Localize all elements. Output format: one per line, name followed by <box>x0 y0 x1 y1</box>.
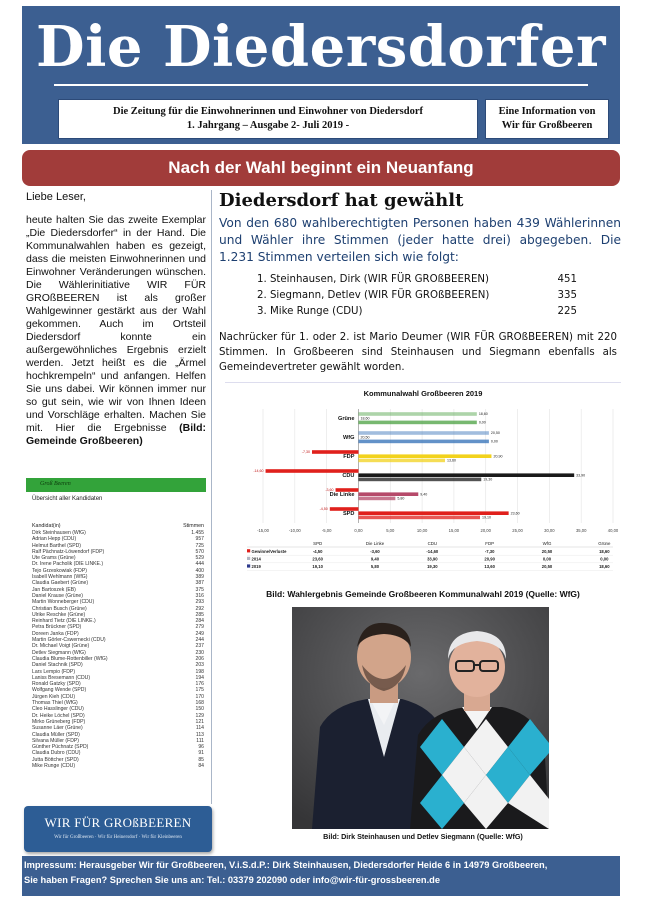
candidate-votes: 725 <box>195 542 204 549</box>
result-label: 2. Siegmann, Detlev (WIR FÜR GROßBEEREN) <box>257 290 490 301</box>
table-cell: 18,60 <box>599 549 610 554</box>
table-cell: -4,50 <box>312 549 323 554</box>
category-label: SPD <box>342 511 355 517</box>
candidate-name: Adrian Hepp (CDU) <box>32 536 77 543</box>
candidate-votes: 96 <box>198 744 204 751</box>
info-line-2: Wir für Großbeeren <box>501 120 593 131</box>
bar-2019 <box>358 516 480 520</box>
candidate-votes: 194 <box>195 674 204 681</box>
table-cell: 19,10 <box>312 564 323 570</box>
candidate-votes: 387 <box>195 580 204 587</box>
bar-value-label: -3,60 <box>325 488 334 493</box>
imprint-line-2: Sie haben Fragen? Sprechen Sie uns an: Tel.: 03379 202090 oder info@wir-für-grossbeeren.de <box>24 875 441 885</box>
candidate-table-header <box>32 522 204 530</box>
candidate-votes: 1.455 <box>191 530 204 536</box>
candidate-votes: 292 <box>195 605 204 612</box>
bar-value-label: 0,00 <box>478 420 486 425</box>
candidate-name: Claudia Dubro (CDU) <box>32 750 81 757</box>
bar-2014 <box>358 454 491 458</box>
bar-2019 <box>358 478 481 482</box>
x-tick-label: 0,00 <box>354 528 363 533</box>
chart-svg <box>225 383 621 585</box>
candidate-votes: 121 <box>195 718 204 725</box>
bar-gewinne-verluste <box>330 507 359 511</box>
result-row <box>257 288 577 304</box>
headline-banner <box>22 150 620 186</box>
subtitle-line-2: 1. Jahrgang – Ausgabe 2- Juli 2019 - <box>186 120 350 131</box>
candidate-overview <box>26 478 206 798</box>
candidate-name: Reinhard Tietz (DIE LINKE.) <box>32 618 96 625</box>
candidate-name: Silvana Müller (FDP) <box>32 737 79 744</box>
result-votes: 335 <box>557 290 577 301</box>
candidate-name: Dr. Irene Pacholik (DIE LINKE.) <box>32 561 104 568</box>
bar-2019 <box>358 440 488 444</box>
table-cell: 13,60 <box>484 564 495 570</box>
candidate-votes: 249 <box>195 630 204 637</box>
candidate-votes: 170 <box>195 693 204 700</box>
candidate-votes: 279 <box>195 624 204 631</box>
table-row-label: 2019 <box>251 564 261 570</box>
x-tick-label: 40,00 <box>607 528 619 533</box>
candidate-votes: 129 <box>195 712 204 719</box>
bar-value-label: 19,30 <box>483 477 493 482</box>
candidate-name: Claudia Blume-Rottenbiller (WfG) <box>32 655 108 662</box>
category-label: Die Linke <box>329 492 355 498</box>
candidate-name: Detlev Siegmann (WfG) <box>32 649 86 656</box>
bar-value-label: 20,50 <box>360 435 370 440</box>
candidate-votes: 389 <box>195 574 204 581</box>
x-tick-label: 5,00 <box>386 528 395 533</box>
municipality-logo: Groß Beeren <box>40 481 71 487</box>
candidates-photo <box>292 607 549 829</box>
candidate-votes: 111 <box>196 737 204 744</box>
table-column-header: CDU <box>427 541 438 546</box>
candidate-name: Ralf Pächnatz-Löwendorf (FDP) <box>32 548 105 555</box>
bar-value-label: 18,60 <box>360 416 370 421</box>
candidate-name: Daniel Stachnik (SPD) <box>32 662 83 669</box>
bar-gewinne-verluste <box>312 450 358 454</box>
candidate-votes: 113 <box>195 731 204 738</box>
greeting: Liebe Leser, <box>26 191 86 203</box>
bar-value-label: 19,10 <box>482 515 491 520</box>
candidate-votes: 91 <box>198 750 204 757</box>
bar-value-label: 33,90 <box>576 473 586 478</box>
bar-gewinne-verluste <box>336 488 359 492</box>
article-nachruecker: Nachrücker für 1. oder 2. ist Mario Deumer (WIR FÜR GROßBEEREN) mit 220 Stimmen. In Großbeeren sind Steinhausen und Siegmann ebenfalls als Gemeindevertreter gewählt worden. <box>219 332 617 373</box>
table-cell: 9,40 <box>370 556 380 562</box>
imprint-line-1: Impressum: Herausgeber Wir für Großbeeren, V.i.S.d.P.: Dirk Steinhausen, Diedersdorfer Heide 6 in 14979 Großbeeren, <box>24 860 548 870</box>
title-rule <box>54 84 588 86</box>
chart-title: Kommunalwahl Großbeeren 2019 <box>363 389 483 398</box>
candidate-votes: 203 <box>195 662 204 669</box>
x-tick-label: -15,00 <box>257 528 269 533</box>
result-votes: 451 <box>557 274 577 285</box>
masthead <box>22 6 620 144</box>
result-label: 3. Mike Runge (CDU) <box>257 306 363 317</box>
candidate-table <box>32 522 204 769</box>
table-cell: -14,60 <box>426 549 439 554</box>
photo-caption: Bild: Dirk Steinhausen und Detlev Siegmann (Quelle: WfG) <box>323 832 523 841</box>
table-cell: 23,60 <box>312 556 323 562</box>
bar-value-label: -7,30 <box>301 450 310 455</box>
wfg-logo <box>24 806 212 852</box>
x-tick-label: -10,00 <box>288 528 301 533</box>
x-tick-label: 30,00 <box>544 528 555 533</box>
bar-2014 <box>358 511 508 515</box>
bar-value-label: 23,60 <box>510 511 520 516</box>
legend-swatch <box>247 564 250 567</box>
table-cell: -7,30 <box>484 549 495 554</box>
category-label: Grüne <box>337 416 355 422</box>
candidate-name: Doreen Janka (FDP) <box>32 630 79 637</box>
bar-value-label: 18,60 <box>478 412 488 417</box>
candidate-name: Tejo Grzeskowiak (FDP) <box>32 567 87 574</box>
bar-2019 <box>358 497 395 501</box>
candidate-name: Christian Busch (Grüne) <box>32 605 87 612</box>
column-header-name: Kandidat(in) <box>32 523 61 529</box>
candidate-name: Susanne Läer (Grüne) <box>32 725 83 732</box>
candidate-name: Dirk Steinhausen (WfG) <box>32 530 86 536</box>
category-label: FDP <box>343 454 355 460</box>
candidate-votes: 444 <box>195 561 204 568</box>
letter-column <box>26 190 206 448</box>
candidate-name: Wolfgang Wende (SPD) <box>32 687 87 694</box>
candidate-name: Jan Bartoszek (EB) <box>32 586 76 593</box>
result-row <box>257 272 577 288</box>
table-cell: 0,00 <box>542 556 552 562</box>
candidate-votes: 400 <box>195 567 204 574</box>
candidate-votes: 85 <box>198 756 204 763</box>
candidate-votes: 237 <box>195 643 204 650</box>
candidate-name: Martin Wonneberger (CDU) <box>32 599 95 606</box>
bar-gewinne-verluste <box>266 469 359 473</box>
bar-value-label: 0,00 <box>490 439 498 444</box>
x-tick-label: -5,00 <box>321 528 332 533</box>
candidate-name: Daniel Krause (Grüne) <box>32 592 83 599</box>
candidate-votes: 198 <box>195 668 204 675</box>
candidate-votes: 570 <box>195 548 204 555</box>
candidate-votes: 957 <box>195 536 204 543</box>
x-tick-label: 15,00 <box>448 528 460 533</box>
candidate-row <box>32 763 204 769</box>
newspaper-title: Die Diedersdorfer <box>36 14 606 80</box>
candidate-votes: 175 <box>195 687 204 694</box>
candidate-name: Dr. Heike Löchel (SPD) <box>32 712 85 719</box>
candidate-votes: 285 <box>195 611 204 618</box>
table-cell: -3,60 <box>370 549 380 554</box>
candidate-name: Isabell Wehlmann (WfG) <box>32 574 88 581</box>
candidate-name: Thomas Thiel (WfG) <box>32 700 78 707</box>
bar-value-label: 13,60 <box>447 458 456 463</box>
candidate-votes: 293 <box>195 599 204 606</box>
candidate-name: Claudia Müller (SPD) <box>32 731 80 738</box>
legend-swatch <box>247 549 250 552</box>
banner-text: Nach der Wahl beginnt ein Neuanfang <box>168 158 474 177</box>
bar-2019 <box>358 421 476 425</box>
candidate-votes: 316 <box>195 592 204 599</box>
candidate-votes: 529 <box>195 555 204 562</box>
candidate-votes: 84 <box>198 762 204 769</box>
bar-value-label: 9,40 <box>420 492 428 497</box>
election-chart <box>225 382 621 584</box>
candidate-name: Petra Brückner (SPD) <box>32 624 82 631</box>
table-cell: 20,50 <box>541 564 553 570</box>
logo-title: WIR FÜR GROßBEEREN <box>44 815 192 830</box>
column-divider <box>211 190 212 804</box>
candidate-name: Cleo Hasslinger (CDU) <box>32 706 84 713</box>
info-line-1: Eine Information von <box>498 106 596 117</box>
table-column-header: Grüne <box>598 541 611 546</box>
bar-gewinne-verluste <box>358 412 476 416</box>
photo-illustration <box>292 607 549 829</box>
imprint-footer <box>22 856 620 896</box>
candidate-name: Jürgen Kieh (CDU) <box>32 693 76 700</box>
candidate-name: Ute Grams (Grüne) <box>32 555 76 562</box>
x-tick-label: 20,00 <box>480 528 491 533</box>
candidate-table-body <box>32 530 204 769</box>
result-row <box>257 304 577 320</box>
candidate-name: Martin Görler-Cswernecki (CDU) <box>32 637 106 644</box>
candidate-votes: 244 <box>195 637 204 644</box>
candidate-name: Ronald Gatzky (SPD) <box>32 681 81 688</box>
bar-2014 <box>358 473 574 477</box>
candidate-votes: 284 <box>195 618 204 625</box>
x-tick-label: 10,00 <box>416 528 428 533</box>
bar-value-label: -4,50 <box>319 507 328 512</box>
candidate-subtitle: Übersicht aller Kandidaten <box>32 496 103 502</box>
candidate-votes: 150 <box>195 706 204 713</box>
article-headline: Diedersdorf hat gewählt <box>219 190 464 211</box>
subtitle-box <box>58 99 478 139</box>
table-cell: 20,50 <box>541 549 553 554</box>
bar-value-label: 5,80 <box>397 496 405 501</box>
candidate-name: Mike Runge (CDU) <box>32 762 76 769</box>
letter-text: heute halten Sie das zweite Exemplar „Die Diedersdorfer“ in der Hand. Die Kommunalwahlen haben es gezeigt, dass die meisten Einwohnerinnen und Einwohner Veränderungen wünschen. Die Wählerinitiative WIR FÜR GROßBEEREN ist als großer Wahlgewinner gestärkt aus der Wahl gekommen. Auch im Ortsteil Diedersdorf konnte ein außergewöhnliches Ergebnis erzielt werden. Jetzt heißt es die „Ärmel hochkrempeln“ und anfangen. Helfen Sie uns dabei. Wir können immer nur so gut sein, wie wir von Ihnen Ideen und Vorschläge erhalten. Machen Sie mit. Hier die Ergebnisse <box>26 214 206 434</box>
x-tick-label: 35,00 <box>575 528 587 533</box>
letter-source: (Bild: Gemeinde Großbeeren) <box>26 422 206 447</box>
info-box <box>485 99 609 139</box>
candidate-name: Mirko Grüneberg (FDP) <box>32 718 86 725</box>
table-column-header: WfG <box>542 541 552 546</box>
table-row-label: Gewinne/Verluste <box>251 549 287 554</box>
candidate-name: Jutta Böttcher (SPD) <box>32 756 79 763</box>
bar-2019 <box>358 459 445 463</box>
candidate-name: Dr. Michael Voigt (Grüne) <box>32 643 90 650</box>
letter-body <box>26 214 206 448</box>
table-cell: 0,00 <box>600 556 609 562</box>
column-header-votes: Stimmen <box>183 523 204 529</box>
table-cell: 18,60 <box>599 564 610 570</box>
bar-value-label: 20,50 <box>490 431 500 436</box>
bar-value-label: -14,60 <box>253 469 264 474</box>
candidate-votes: 206 <box>195 655 204 662</box>
candidate-votes: 114 <box>195 725 204 732</box>
legend-swatch <box>247 557 250 560</box>
category-label: CDU <box>342 473 355 479</box>
bar-value-label: 20,90 <box>493 454 503 459</box>
article <box>219 190 621 373</box>
subtitle-line-1: Die Zeitung für die Einwohnerinnen und Einwohner von Diedersdorf <box>113 106 423 117</box>
table-column-header: SPD <box>313 541 323 546</box>
x-tick-label: 25,00 <box>512 528 523 533</box>
table-cell: 19,30 <box>427 564 438 570</box>
chart-caption: Bild: Wahlergebnis Gemeinde Großbeeren Kommunalwahl 2019 (Quelle: WfG) <box>266 589 580 599</box>
table-column-header: Die Linke <box>365 541 385 546</box>
result-label: 1. Steinhausen, Dirk (WIR FÜR GROßBEEREN) <box>257 274 490 285</box>
bar-gewinne-verluste <box>358 431 488 435</box>
table-cell: 5,80 <box>370 564 380 570</box>
candidate-votes: 375 <box>195 586 204 593</box>
candidate-header-bar <box>26 478 206 492</box>
bar-2014 <box>358 492 418 496</box>
candidate-votes: 168 <box>195 700 204 707</box>
candidate-name: Lars Lempio (FDP) <box>32 668 76 675</box>
candidate-votes: 176 <box>195 681 204 688</box>
candidate-name: Helmut Barthel (SPD) <box>32 542 81 549</box>
table-cell: 33,90 <box>427 556 438 562</box>
candidate-name: Laniss Bresemann (CDU) <box>32 674 91 681</box>
candidate-name: Claudia Gaebert (Grüne) <box>32 580 89 587</box>
candidate-votes: 230 <box>195 649 204 656</box>
candidate-name: Ulrike Reschke (Grüne) <box>32 611 86 618</box>
table-column-header: FDP <box>485 541 495 546</box>
candidate-name: Günther Püchnatz (SPD) <box>32 744 89 751</box>
results-list <box>257 272 577 320</box>
logo-subline: Wir für Großbeeren · Wir für Heinersdorf · Wir für Kleinbeeren <box>54 835 182 840</box>
table-cell: 20,90 <box>484 556 495 562</box>
result-votes: 225 <box>557 306 577 317</box>
table-row-label: 2014 <box>251 556 261 562</box>
category-label: WfG <box>342 435 355 441</box>
article-lead: Von den 680 wahlberechtigten Personen haben 439 Wählerinnen und Wähler ihre Stimmen (jeder hatte drei) abgegeben. Die 1.231 Stimmen verteilen sich wie folgt: <box>219 216 621 264</box>
